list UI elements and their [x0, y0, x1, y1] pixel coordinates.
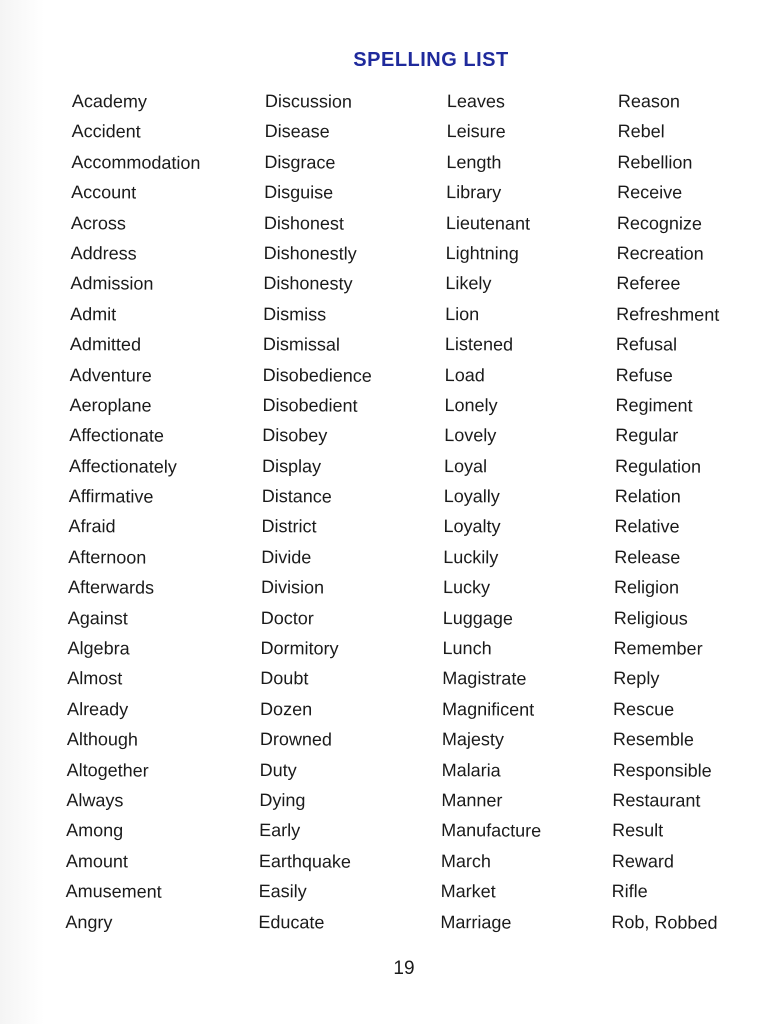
spelling-word: Recreation	[616, 242, 704, 264]
spelling-word: Magistrate	[442, 668, 527, 690]
spelling-word: Market	[440, 881, 496, 902]
spelling-word: Listened	[444, 334, 514, 355]
spelling-word: Rebellion	[617, 151, 693, 173]
spelling-word: Disobedient	[262, 394, 358, 416]
spelling-word: Against	[67, 607, 128, 629]
spelling-word: Although	[66, 729, 139, 750]
spelling-word: Loyal	[443, 455, 488, 477]
spelling-word: Recognize	[616, 212, 703, 234]
spelling-word: Dismissal	[262, 334, 341, 355]
spelling-word: Lunch	[442, 638, 492, 659]
spelling-word: Amount	[65, 850, 129, 872]
spelling-word: Regular	[615, 425, 679, 446]
spelling-word: Reason	[617, 90, 681, 112]
spelling-word: Affirmative	[68, 486, 154, 507]
spelling-word: Admit	[70, 303, 117, 325]
spelling-word: Educate	[258, 911, 325, 933]
spelling-word: Magnificent	[442, 698, 535, 720]
word-column-3	[440, 86, 547, 938]
spelling-word: Marriage	[440, 911, 512, 933]
spelling-word: Receive	[617, 182, 683, 203]
spelling-word: Affectionately	[68, 455, 177, 477]
spelling-word: Academy	[71, 90, 148, 112]
spelling-word: Resemble	[612, 729, 694, 750]
spelling-word: Admitted	[69, 334, 142, 355]
spelling-word: Likely	[445, 273, 492, 294]
spelling-word: Dying	[259, 789, 306, 811]
spelling-word: Disgrace	[264, 151, 336, 173]
spelling-word: Duty	[259, 759, 297, 780]
spelling-word: Load	[444, 364, 485, 385]
spelling-word: Dishonesty	[263, 273, 353, 295]
spelling-word: Division	[260, 577, 325, 598]
spelling-word: Early	[259, 820, 301, 841]
spelling-word: Easily	[258, 881, 307, 902]
spelling-word: Manner	[441, 789, 503, 811]
spelling-word: Relation	[614, 486, 681, 507]
spelling-word: Leaves	[446, 90, 506, 112]
spelling-word: Afterwards	[67, 577, 155, 598]
spelling-word: Address	[70, 242, 137, 264]
spelling-word: Restaurant	[612, 789, 701, 811]
spelling-word: Refuse	[615, 364, 673, 385]
spelling-word: Luggage	[442, 607, 513, 629]
spelling-word: Refusal	[615, 334, 678, 355]
spelling-word: Dismiss	[263, 303, 327, 325]
spelling-word: Altogether	[66, 759, 149, 781]
spelling-word: Rescue	[613, 698, 675, 720]
spelling-word: Disease	[264, 121, 330, 142]
spelling-word: Disguise	[264, 182, 334, 203]
spelling-word: Release	[614, 546, 681, 568]
spelling-word: Dishonest	[263, 212, 345, 234]
spelling-word: Algebra	[67, 638, 130, 659]
spelling-word: Divide	[261, 546, 312, 568]
spelling-word: Across	[70, 212, 127, 233]
spelling-word: Religion	[613, 577, 680, 598]
spelling-word: District	[261, 516, 317, 537]
spelling-word: Drowned	[259, 729, 332, 750]
spelling-word: Doubt	[260, 668, 309, 689]
spelling-word: Doctor	[260, 607, 314, 629]
spelling-word: Earthquake	[258, 850, 352, 872]
word-column-4	[611, 86, 724, 938]
spelling-word: Disobey	[262, 425, 328, 446]
spelling-word: Amusement	[65, 881, 162, 902]
spelling-word: Afternoon	[68, 546, 147, 568]
spelling-word: Rob, Robbed	[611, 911, 718, 933]
spelling-word: Lonely	[444, 394, 498, 416]
spelling-word: Disobedience	[262, 364, 372, 386]
spelling-word: Regulation	[614, 455, 702, 477]
spelling-word: Afraid	[68, 516, 116, 537]
spelling-word: Lion	[445, 303, 480, 324]
spelling-word: Responsible	[612, 759, 712, 781]
spelling-word: Display	[261, 455, 322, 477]
spelling-word: Almost	[67, 668, 123, 689]
spelling-word: Lucky	[442, 577, 491, 598]
word-column-2	[258, 86, 374, 938]
spelling-word: Rifle	[611, 881, 648, 902]
spelling-word: Lightning	[445, 242, 519, 264]
spelling-word: Already	[67, 698, 129, 720]
spelling-word: Loyalty	[443, 516, 501, 537]
spelling-word: Dormitory	[260, 638, 339, 659]
spelling-word: Accident	[71, 121, 141, 142]
spelling-word: Accommodation	[71, 151, 201, 173]
spelling-word: Dozen	[260, 698, 313, 720]
spelling-word: Luckily	[443, 546, 499, 568]
spelling-word: Loyally	[443, 486, 500, 507]
spelling-word: Distance	[261, 486, 332, 507]
spelling-word: Regiment	[615, 394, 693, 416]
spelling-word: Discussion	[264, 90, 352, 112]
spelling-word: Length	[446, 151, 502, 173]
spelling-word: Angry	[65, 911, 113, 932]
spelling-word: Adventure	[69, 364, 152, 386]
spelling-word: Reward	[611, 850, 675, 872]
scan-edge-shadow	[0, 0, 44, 1024]
spelling-word: Referee	[616, 273, 681, 294]
spelling-word: Aeroplane	[69, 394, 152, 416]
spelling-word: Account	[71, 182, 137, 203]
spelling-word: Dishonestly	[263, 242, 357, 264]
spelling-word: March	[440, 850, 492, 872]
spelling-word: Affectionate	[69, 425, 165, 447]
spelling-word: Leisure	[446, 121, 506, 142]
spelling-word: Always	[66, 789, 124, 811]
spelling-word: Remember	[613, 638, 703, 659]
page-title: SPELLING LIST	[353, 49, 509, 72]
spelling-word: Majesty	[441, 729, 504, 750]
spelling-word: Library	[446, 182, 502, 203]
spelling-word: Lovely	[444, 425, 497, 446]
spelling-word: Malaria	[441, 759, 501, 781]
word-column-1	[65, 86, 201, 938]
spelling-word: Manufacture	[441, 820, 542, 842]
spelling-word: Among	[66, 820, 124, 841]
spelling-word: Rebel	[617, 121, 665, 142]
spelling-word: Admission	[70, 273, 154, 294]
spelling-word: Refreshment	[616, 303, 720, 325]
spelling-word: Relative	[614, 516, 680, 537]
page-number: 19	[393, 958, 415, 979]
spelling-word: Result	[612, 820, 664, 841]
spelling-word: Reply	[613, 668, 660, 689]
spelling-word: Lieutenant	[445, 212, 531, 234]
spelling-word: Religious	[613, 607, 688, 629]
